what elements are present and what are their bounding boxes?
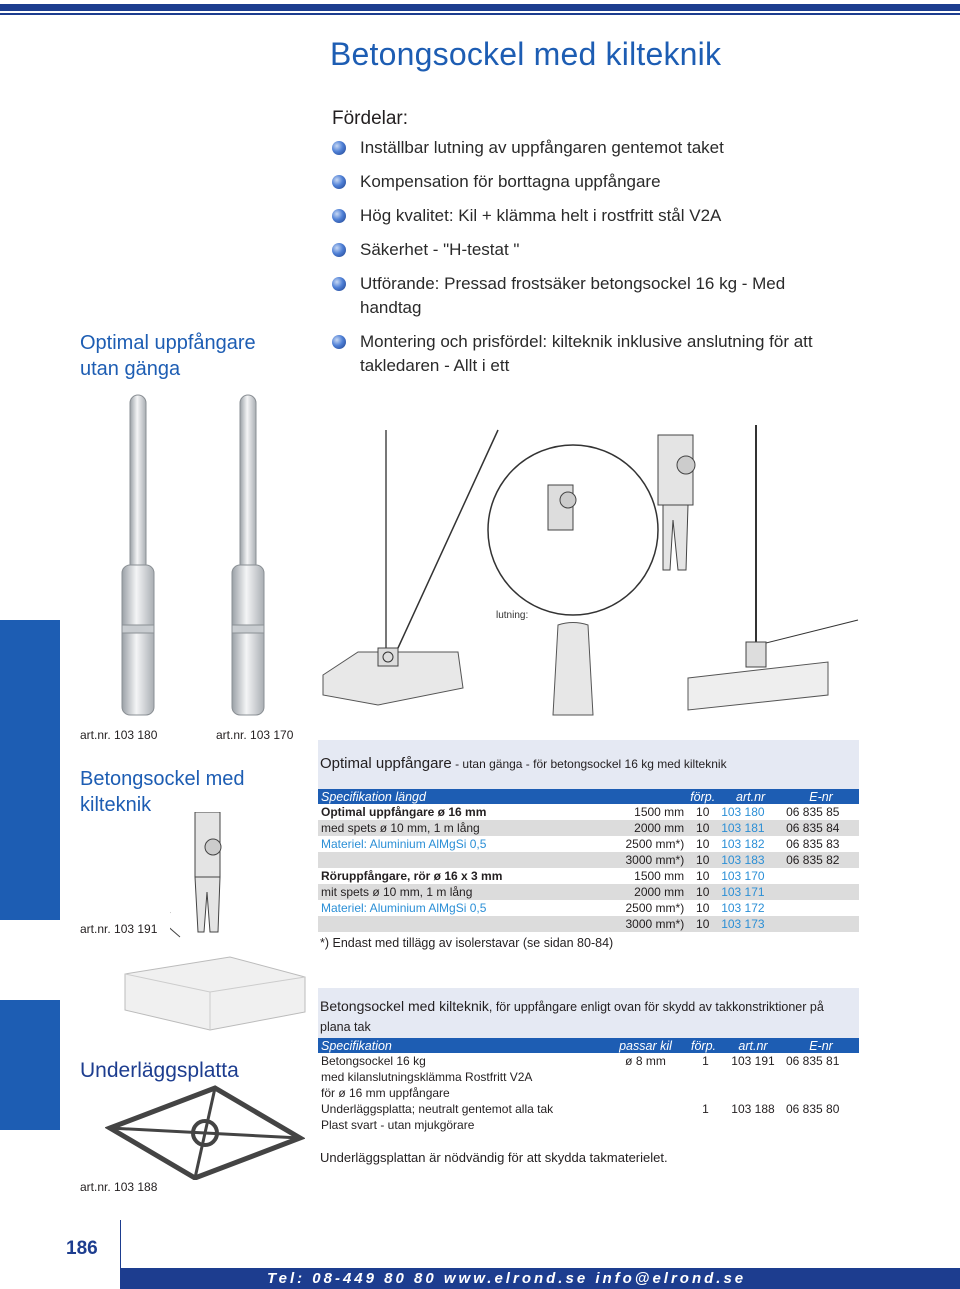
table-cell	[318, 916, 573, 932]
page-number: 186	[66, 1238, 98, 1259]
spec-title	[320, 755, 727, 772]
table-row	[318, 900, 859, 916]
footer-contact: Tel: 08-449 80 80 www.elrond.se info@elrond.se	[267, 1270, 747, 1287]
table-cell: 2500 mm*)	[625, 901, 685, 915]
table-cell: med spets ø 10 mm, 1 m lång	[318, 820, 573, 836]
table-cell: 10	[687, 852, 718, 868]
table-cell	[688, 1069, 723, 1085]
advantage-item	[332, 272, 832, 320]
art-number-caption: art.nr. 103 170	[216, 728, 294, 742]
art-number-caption: art.nr. 103 191	[80, 922, 158, 936]
column-header: E-nr	[783, 1038, 859, 1053]
spec-title-sub: - utan gänga - för betongsockel 16 kg med kilteknik	[451, 757, 727, 771]
table-cell	[603, 1069, 688, 1085]
top-rule-thin	[0, 13, 960, 15]
table-cell: Materiel: Aluminium AlMgSi 0,5	[321, 837, 487, 851]
heading-betongsockel	[80, 766, 245, 818]
table-cell: 1	[702, 1054, 709, 1068]
advantage-item	[332, 170, 872, 194]
table-cell: 2000 mm	[573, 820, 688, 836]
table-cell: 10	[687, 916, 718, 932]
table-cell	[783, 916, 859, 932]
table-cell	[318, 852, 573, 868]
footer-divider	[120, 1220, 121, 1268]
table-cell: ø 8 mm	[625, 1054, 666, 1068]
table-row	[318, 884, 859, 900]
table-row	[318, 1117, 859, 1133]
bullet-icon	[332, 141, 346, 155]
table-cell	[603, 1085, 688, 1101]
table-cell	[688, 1085, 723, 1101]
advantage-item	[332, 136, 872, 160]
advantage-text: Hög kvalitet: Kil + klämma helt i rostfritt stål V2A	[360, 206, 722, 225]
column-header: Specifikation	[318, 1038, 603, 1053]
table-footnote: Underläggsplattan är nödvändig för att skydda takmaterielet.	[320, 1150, 668, 1165]
table-cell: 10	[687, 884, 718, 900]
heading-line: kilteknik	[80, 794, 152, 816]
table-cell: med kilanslutningsklämma Rostfritt V2A	[321, 1070, 533, 1084]
table-cell: 1	[702, 1102, 709, 1116]
table-row	[318, 852, 859, 868]
table-cell: 103 180	[721, 805, 765, 819]
table-cell	[603, 1101, 688, 1117]
spec-title-sub: , för uppfångare enligt ovan för skydd av takkonstriktioner på plana tak	[320, 1000, 824, 1034]
column-header: Specifikation längd	[318, 789, 573, 804]
spec-title-main: Optimal uppfångare	[320, 755, 452, 772]
table-cell	[783, 868, 859, 884]
heading-line: utan gänga	[80, 358, 181, 380]
table-cell: 2500 mm*)	[625, 837, 685, 851]
table-row	[318, 836, 859, 852]
column-header	[573, 789, 688, 804]
bullet-icon	[332, 335, 346, 349]
table-cell: 3000 mm*)	[573, 852, 688, 868]
table-cell: 06 835 81	[786, 1054, 840, 1068]
advantages-heading: Fördelar:	[332, 108, 409, 129]
spec-title	[320, 997, 855, 1037]
heading-optimal-uppfangare	[80, 330, 256, 382]
advantage-text: Utförande: Pressad frostsäker betongsockel 16 kg - Med handtag	[360, 274, 786, 317]
spec-table-betongsockel	[318, 1038, 859, 1133]
column-header: förp.	[688, 1038, 723, 1053]
table-cell: 103 171	[718, 884, 783, 900]
table-cell: 103 173	[718, 916, 783, 932]
table-cell: 06 835 85	[786, 805, 840, 819]
table-cell: Optimal uppfångare ø 16 mm	[321, 805, 487, 819]
table-cell: 1500 mm	[634, 805, 685, 819]
table-cell: 3000 mm*)	[573, 916, 688, 932]
table-cell: Plast svart - utan mjukgörare	[321, 1118, 475, 1132]
table-cell	[688, 1117, 723, 1133]
table-cell: 103 172	[721, 901, 765, 915]
table-cell	[723, 1117, 783, 1133]
table-cell: 103 183	[718, 852, 783, 868]
table-cell: 06 835 83	[786, 837, 840, 851]
table-footnote: *) Endast med tillägg av isolerstavar (se sidan 80-84)	[320, 936, 614, 950]
table-cell	[783, 900, 859, 916]
advantage-item	[332, 238, 872, 262]
advantage-text: Inställbar lutning av uppfångaren gentemot taket	[360, 138, 724, 157]
advantage-item	[332, 204, 872, 228]
advantage-text: Kompensation för borttagna uppfångare	[360, 172, 661, 191]
art-number-caption: art.nr. 103 188	[80, 1180, 158, 1194]
table-header-row	[318, 789, 859, 804]
column-header: art.nr	[723, 1038, 783, 1053]
column-header: förp.	[687, 789, 718, 804]
art-number-caption: art.nr. 103 180	[80, 728, 158, 742]
table-cell: Betongsockel 16 kg	[321, 1054, 426, 1068]
advantage-text: Montering och prisfördel: kilteknik inklusive anslutning för att takledaren - Allt i ett	[360, 332, 813, 375]
table-cell: 103 181	[718, 820, 783, 836]
left-accent-bar	[0, 1000, 60, 1130]
column-header: E-nr	[783, 789, 859, 804]
table-cell	[783, 1085, 859, 1101]
column-header: art.nr	[718, 789, 783, 804]
page-title: Betongsockel med kilteknik	[330, 36, 722, 72]
table-cell	[783, 884, 859, 900]
table-cell: 1500 mm	[634, 869, 685, 883]
table-cell: 103 188	[731, 1102, 775, 1116]
table-cell: Underläggsplatta; neutralt gentemot alla tak	[321, 1102, 554, 1116]
column-header: passar kil	[603, 1038, 688, 1053]
lutning-label: lutning:	[496, 610, 529, 621]
installation-illustration	[318, 420, 863, 725]
table-cell: 06 835 82	[783, 852, 859, 868]
table-cell: 2000 mm	[573, 884, 688, 900]
concrete-base-illustration	[120, 952, 310, 1032]
table-row	[318, 804, 859, 820]
advantage-text: Säkerhet - "H-testat "	[360, 240, 520, 259]
bullet-icon	[332, 209, 346, 223]
table-cell: 10	[696, 901, 710, 915]
table-cell	[723, 1085, 783, 1101]
advantage-item	[332, 330, 857, 378]
table-cell	[783, 1117, 859, 1133]
table-cell: Materiel: Aluminium AlMgSi 0,5	[321, 901, 487, 915]
table-cell: 10	[696, 869, 710, 883]
table-row	[318, 1069, 859, 1085]
table-cell: för ø 16 mm uppfångare	[321, 1086, 450, 1100]
table-row	[318, 1053, 859, 1069]
table-cell: 10	[696, 837, 710, 851]
heading-underlaggsplatta: Underläggsplatta	[80, 1059, 239, 1082]
base-plate-illustration	[105, 1080, 305, 1180]
table-row	[318, 1085, 859, 1101]
advantages-list	[332, 136, 872, 388]
heading-line: Betongsockel med	[80, 768, 245, 790]
table-cell: mit spets ø 10 mm, 1 m lång	[318, 884, 573, 900]
table-cell: 103 170	[721, 869, 765, 883]
table-cell	[783, 1069, 859, 1085]
table-cell: Röruppfångare, rör ø 16 x 3 mm	[321, 869, 503, 883]
top-rule	[0, 4, 960, 11]
heading-line: Optimal uppfångare	[80, 332, 256, 354]
spec-table-uppfangare	[318, 789, 859, 932]
table-cell: 103 182	[721, 837, 765, 851]
spec-title-main: Betongsockel med kilteknik	[320, 998, 489, 1014]
table-cell: 10	[687, 820, 718, 836]
table-row	[318, 868, 859, 884]
table-header-row	[318, 1038, 859, 1053]
table-cell: 10	[696, 805, 710, 819]
table-cell: 103 191	[731, 1054, 775, 1068]
table-row	[318, 1101, 859, 1117]
table-cell	[603, 1117, 688, 1133]
bullet-icon	[332, 243, 346, 257]
table-row	[318, 820, 859, 836]
table-row	[318, 916, 859, 932]
bullet-icon	[332, 277, 346, 291]
table-cell	[723, 1069, 783, 1085]
bullet-icon	[332, 175, 346, 189]
rod-illustration	[110, 385, 290, 725]
table-cell: 06 835 80	[786, 1102, 840, 1116]
table-cell: 06 835 84	[783, 820, 859, 836]
left-accent-bar	[0, 620, 60, 920]
